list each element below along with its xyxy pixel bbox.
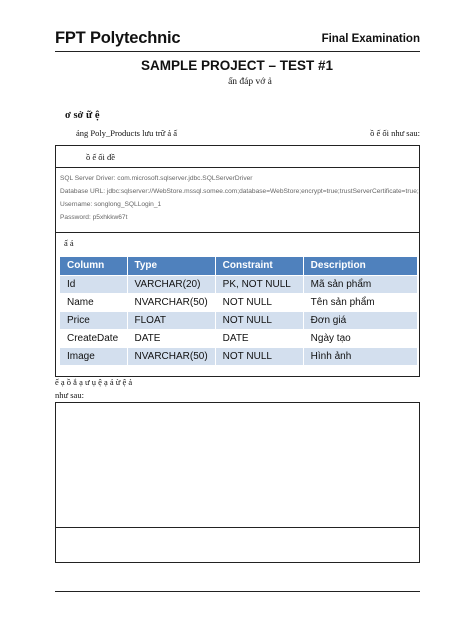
note-line-2: như sau: xyxy=(55,390,84,400)
schema-table xyxy=(60,257,417,365)
section-heading: ơ sở ữ ệ xyxy=(65,110,100,121)
table-cell: Ngày tạo xyxy=(303,329,417,347)
table-structure-box xyxy=(55,233,420,377)
connection-heading-box: ồ ế ối đề xyxy=(55,145,420,168)
table-cell: VARCHAR(20) xyxy=(127,275,215,293)
table-cell: PK, NOT NULL xyxy=(215,275,303,293)
table-row xyxy=(60,311,417,329)
answer-box xyxy=(55,402,420,528)
table-cell: Name xyxy=(60,293,127,311)
table-cell: Đơn giá xyxy=(303,311,417,329)
table-caption: ấ ả xyxy=(64,238,74,248)
header-cell: Column xyxy=(60,257,127,275)
answer-box-footer xyxy=(55,527,420,563)
header-cell: Type xyxy=(127,257,215,275)
table-header-row xyxy=(60,257,417,275)
table-cell: Image xyxy=(60,347,127,365)
header-cell: Description xyxy=(303,257,417,275)
table-row xyxy=(60,293,417,311)
table-cell: DATE xyxy=(215,329,303,347)
intro-text xyxy=(76,128,420,138)
exam-label: Final Examination xyxy=(321,33,420,45)
username-line: Username: songlong_SQLLogin_1 xyxy=(60,201,162,208)
table-cell: FLOAT xyxy=(127,311,215,329)
table-cell: Price xyxy=(60,311,127,329)
table-cell: DATE xyxy=(127,329,215,347)
table-row xyxy=(60,347,417,365)
table-cell: Hình ảnh xyxy=(303,347,417,365)
table-row xyxy=(60,275,417,293)
footer-divider xyxy=(55,591,420,592)
table-cell: Mã sản phẩm xyxy=(303,275,417,293)
document-subtitle: ấn đáp vớ ả xyxy=(228,77,272,87)
header-cell: Constraint xyxy=(215,257,303,275)
table-cell: NVARCHAR(50) xyxy=(127,347,215,365)
driver-line: SQL Server Driver: com.microsoft.sqlserver.jdbc.SQLServerDriver xyxy=(60,175,253,182)
instruction-note xyxy=(55,376,420,402)
intro-right: ồ ế ối như sau: xyxy=(370,128,420,138)
document-title: SAMPLE PROJECT – TEST #1 xyxy=(140,58,334,73)
password-line: Password: p5xhkkw67t xyxy=(60,214,128,221)
table-cell: CreateDate xyxy=(60,329,127,347)
table-cell: Id xyxy=(60,275,127,293)
url-line: Database URL: jdbc:sqlserver://WebStore.mssql.somee.com;database=WebStore;encrypt=true;trustServerCertificate=true; xyxy=(60,188,419,195)
brand-name: FPT Polytechnic xyxy=(55,29,181,47)
table-cell: NOT NULL xyxy=(215,311,303,329)
table-cell: Tên sản phẩm xyxy=(303,293,417,311)
table-cell: NOT NULL xyxy=(215,347,303,365)
intro-left: ảng Poly_Products lưu trữ ả ấ xyxy=(76,128,178,138)
table-cell: NVARCHAR(50) xyxy=(127,293,215,311)
connection-info-box xyxy=(55,167,420,233)
note-line-1: ế ạ ồ ắ ạ ư ụ ệ ạ ả ừ ệ ả xyxy=(55,377,133,387)
table-row xyxy=(60,329,417,347)
page-header xyxy=(55,28,420,52)
table-cell: NOT NULL xyxy=(215,293,303,311)
